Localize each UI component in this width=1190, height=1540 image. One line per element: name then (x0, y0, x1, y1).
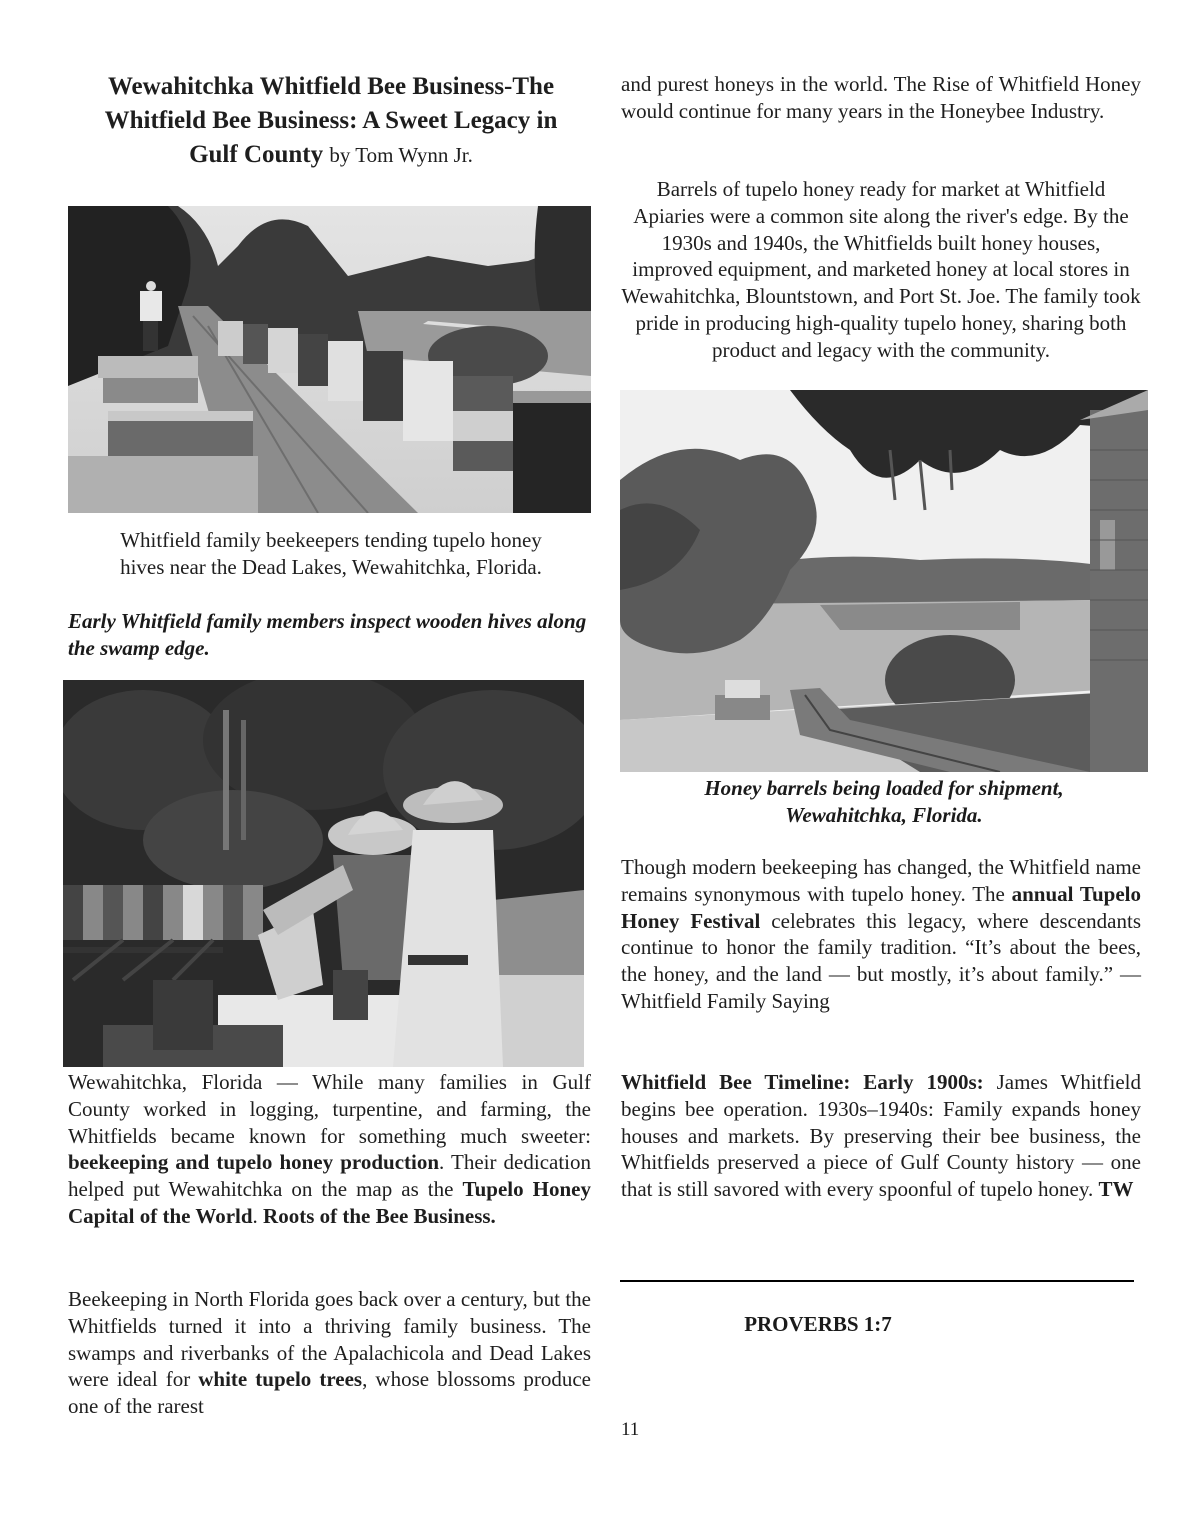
bold-run: white tupelo trees (198, 1367, 363, 1392)
text-run: . Their dedication helped put Wewahitchka on the map as the (68, 1150, 592, 1202)
text-run: . (252, 1203, 264, 1228)
body-paragraph-intro (68, 1069, 591, 1230)
author-initials: TW (1098, 1177, 1134, 1202)
beekeepers-smoker-image (63, 680, 584, 1067)
timeline-heading: Whitfield Bee Timeline: Early 1900s: (621, 1070, 984, 1094)
photo-caption-hives (68, 527, 594, 581)
page-number: 11 (621, 1419, 640, 1440)
body-paragraph-barrels (621, 176, 1141, 364)
body-paragraph-festival (621, 854, 1141, 1015)
text-run: Barrels of tupelo honey ready for market at Whitfield Apiaries were a common site along the river's edge. By the 1930s and 1940s, the Whitfields built honey houses, improved equipment, and marketed honey at local stores in Wewahitchka, Blountstown, and Port St. Joe. The family took pride in producing high-quality tupelo honey, sharing both product and legacy with the community. (621, 177, 1141, 362)
bold-run-festival: annual Tupelo Honey Festival (621, 881, 1141, 933)
text-run: , whose blossoms produce one of the rarest (68, 1367, 591, 1419)
bold-run: beekeeping and tupelo honey production (68, 1150, 440, 1175)
photo-hives-boardwalk (68, 206, 591, 513)
caption-line-2: hives near the Dead Lakes, Wewahitchka, Florida. (120, 554, 542, 579)
title-line-1: Wewahitchka Whitfield Bee Business-The (107, 73, 555, 100)
section-heading-roots: Roots of the Bee Business. (263, 1203, 496, 1228)
caption-line-1: Honey barrels being loaded for shipment, (704, 776, 1064, 800)
text-run: Wewahitchka, Florida — While many families in Gulf County worked in logging, turpentine, and farming, the Whitfields became known for something much sweeter: (68, 1070, 591, 1148)
caption-line-1: Whitfield family beekeepers tending tupelo honey (120, 528, 542, 552)
title-line-3 (68, 138, 594, 172)
photo-caption-river (620, 775, 1148, 828)
byline: by Tom Wynn Jr. (329, 143, 473, 167)
body-paragraph-beekeeping (68, 1286, 591, 1420)
river-landing-image (620, 390, 1148, 772)
section-divider (620, 1280, 1134, 1282)
article-title (68, 70, 594, 172)
text-run: Beekeeping in North Florida goes back over a century, but the Whitfields turned it into a thriving family business. The swamps and riverbanks of the Apalachicola and Dead Lakes were ideal for (68, 1287, 591, 1392)
text-run: and purest honeys in the world. The Rise of Whitfield Honey would continue for many years in the Honeybee Industry. (621, 72, 1141, 123)
title-bold: Gulf County (189, 141, 324, 168)
bold-run: Tupelo Honey Capital of the World (68, 1177, 591, 1228)
scripture-reference: PROVERBS 1:7 (744, 1312, 892, 1336)
title-line-2: Whitfield Bee Business: A Sweet Legacy in (104, 107, 558, 134)
caption-text: Early Whitfield family members inspect wooden hives along the swamp edge. (68, 609, 587, 660)
hives-boardwalk-image (68, 206, 591, 513)
photo-caption-beekeepers (68, 608, 594, 661)
text-run: James Whitfield begins bee operation. 1930s–1940s: Family expands honey houses and markets. By preserving their bee business, the Whitfields preserved a piece of Gulf County history — one that is still savored with every spoonful of tupelo honey. (621, 1070, 1141, 1202)
photo-beekeepers-smoker (63, 680, 584, 1067)
body-paragraph-rise (621, 71, 1141, 125)
photo-river-landing (620, 390, 1148, 772)
text-run: celebrates this legacy, where descendants continue to honor the family tradition. “It’s about the bees, the honey, and the land — but mostly, it’s about family.” — Whitfield Family Saying (621, 908, 1141, 1013)
caption-line-2: Wewahitchka, Florida. (785, 802, 983, 827)
text-run: Though modern beekeeping has changed, the Whitfield name remains synonymous with tupelo honey. The (621, 855, 1141, 906)
body-paragraph-timeline (621, 1069, 1141, 1203)
